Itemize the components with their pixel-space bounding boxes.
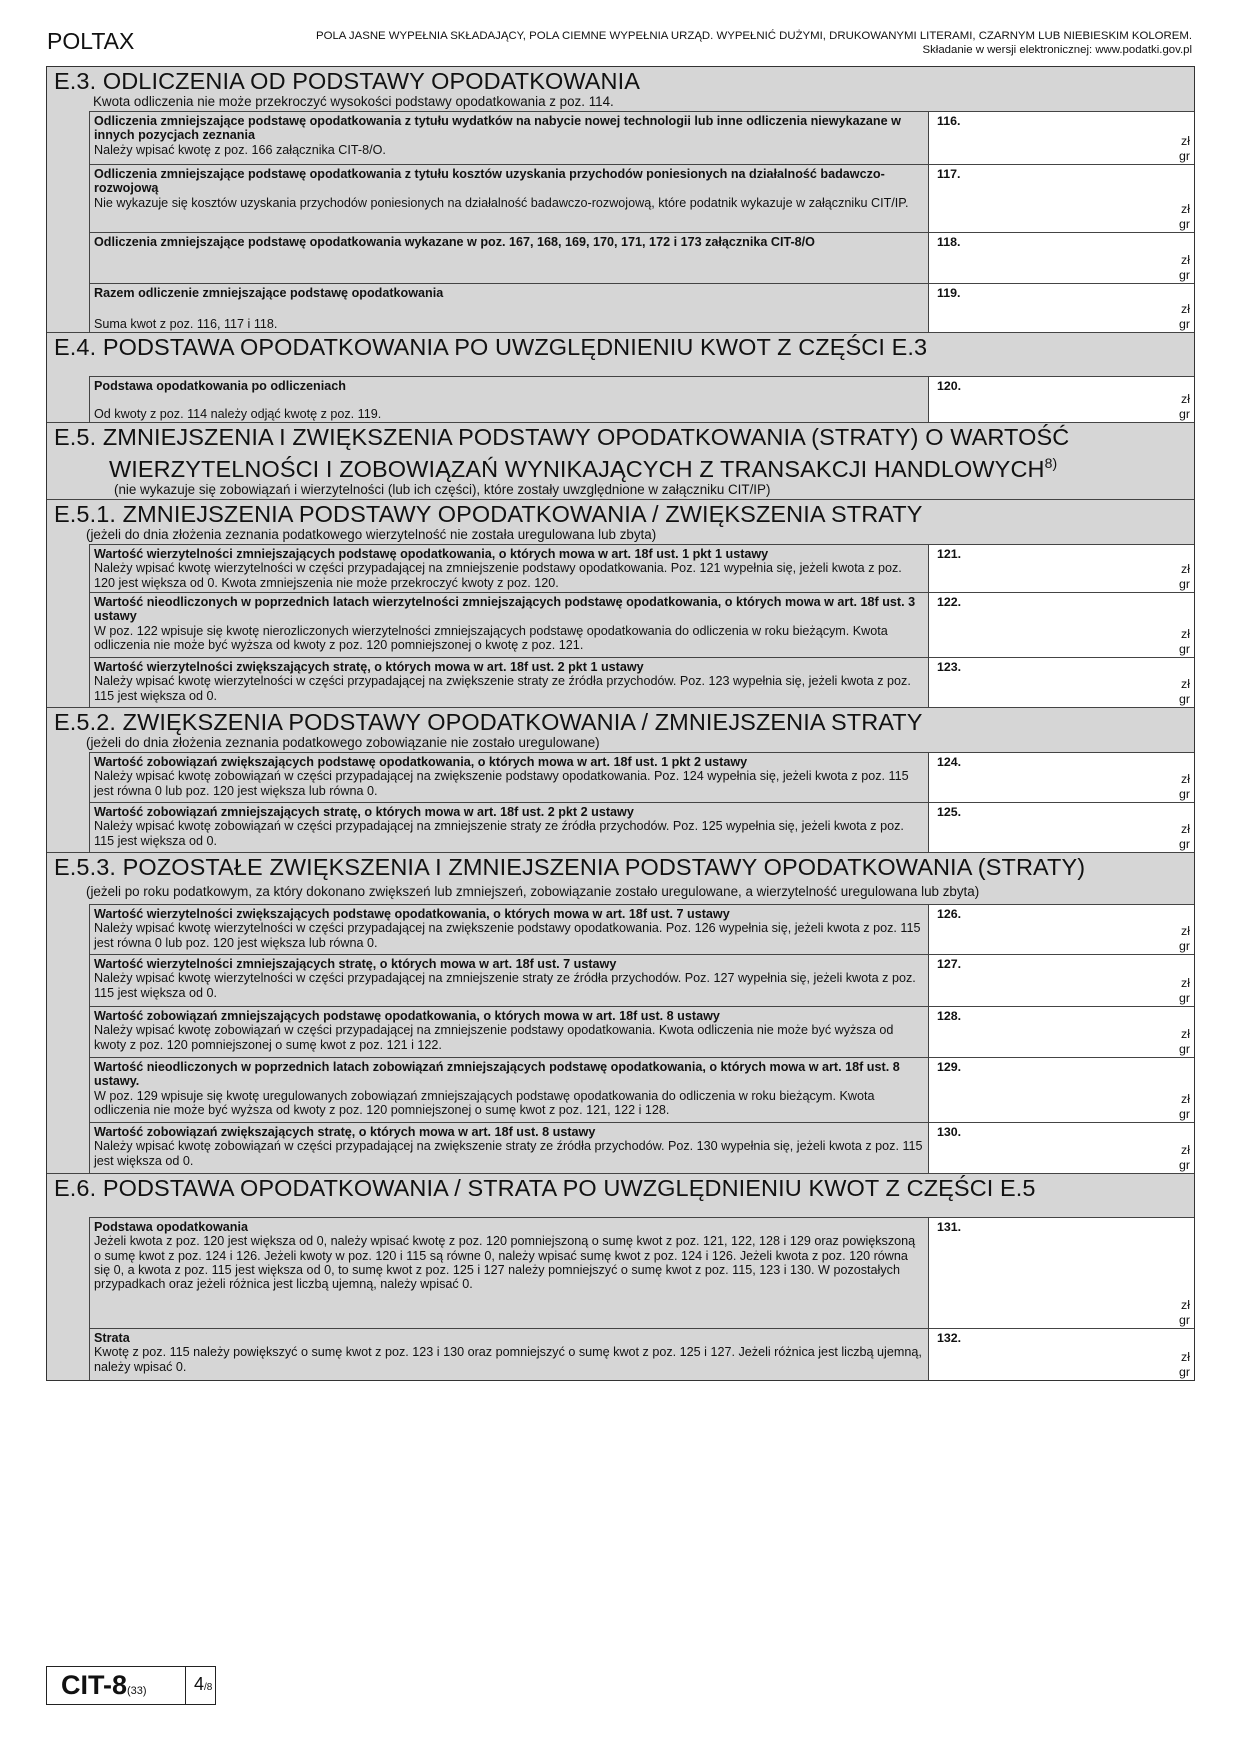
amount-field-117[interactable]: [928, 165, 1194, 232]
unit-zl: zł: [1181, 134, 1190, 148]
unit-gr: gr: [1178, 1106, 1190, 1121]
form-code-box: [46, 1666, 216, 1705]
field-title: Wartość nieodliczonych w poprzednich latach zobowiązań zmniejszających podstawę opodatkowania, o których mowa w art. 18f ust. 8 ustawy.: [94, 1059, 900, 1089]
page-number: [186, 1667, 215, 1704]
amount-field-118[interactable]: [928, 233, 1194, 283]
unit-gr: gr: [1178, 1312, 1190, 1327]
field-number: 116.: [937, 114, 961, 128]
unit-gr: gr: [1178, 938, 1190, 953]
unit-gr: gr: [1178, 786, 1190, 801]
unit-zl: zł: [1181, 561, 1190, 576]
field-title: Wartość zobowiązań zwiększających podstawę opodatkowania, o których mowa w art. 18f ust. 1 pkt 2 ustawy: [94, 754, 748, 769]
field-title: Wartość wierzytelności zmniejszających stratę, o których mowa w art. 18f ust. 7 ustawy: [94, 956, 617, 971]
unit-gr: gr: [1178, 691, 1190, 706]
section-title-line2: WIERZYTELNOŚCI I ZOBOWIĄZAŃ WYNIKAJĄCYCH Z TRANSAKCJI HANDLOWYCH: [109, 455, 1045, 482]
amount-field-130[interactable]: [928, 1123, 1194, 1173]
unit-label: [1179, 924, 1190, 954]
field-label: [89, 593, 928, 657]
brand: POLTAX: [47, 28, 135, 54]
field-label: [89, 753, 928, 802]
field-description: Należy wpisać kwotę zobowiązań w części przypadającej na zmniejszenie podstawy opodatkowania. Kwota odliczenia nie może być wyższa od kwoty z poz. 120 pomniejszonej o sumę kwot z poz. 121 i 122.: [94, 1023, 894, 1052]
unit-label: [1179, 302, 1190, 332]
field-number: 120.: [937, 379, 962, 393]
fill-instructions-line2: Składanie w wersji elektronicznej: www.podatki.gov.pl: [922, 44, 1192, 56]
unit-label: [1179, 1143, 1190, 1173]
unit-gr: gr: [1178, 268, 1190, 282]
field-title: Wartość wierzytelności zwiększających stratę, o których mowa w art. 18f ust. 2 pkt 1 ustawy: [94, 659, 644, 674]
section-title-line1: E.5. ZMNIEJSZENIA I ZWIĘKSZENIA PODSTAWY OPODATKOWANIA (STRATY) O WARTOŚĆ: [54, 424, 1070, 450]
section-e4-header: [47, 332, 1194, 376]
unit-zl: zł: [1181, 676, 1190, 691]
form-row-121: [89, 544, 1194, 592]
form-row-124: [89, 752, 1194, 802]
section-e6-header: [47, 1173, 1194, 1217]
unit-label: [1179, 677, 1190, 707]
section-e52-header: [47, 707, 1194, 752]
field-description: Należy wpisać kwotę wierzytelności w części przypadającej na zmniejszenie straty ze źródła przychodów. Poz. 127 wypełnia się, jeżeli kwota z poz. 115 jest większa od 0.: [94, 971, 916, 1000]
field-number: 129.: [937, 1059, 962, 1074]
section-subtitle: (jeżeli do dnia złożenia zeznania podatkowego zobowiązanie nie zostało uregulowane): [86, 734, 600, 750]
unit-zl: zł: [1181, 975, 1190, 990]
field-description: Należy wpisać kwotę z poz. 166 załącznika CIT-8/O.: [94, 142, 386, 157]
field-number: 119.: [937, 286, 961, 300]
form-row-116: [89, 111, 1194, 164]
section-title: E.5.2. ZWIĘKSZENIA PODSTAWY OPODATKOWANIA / ZMNIEJSZENIA STRATY: [54, 708, 923, 735]
field-label: [89, 233, 928, 283]
form-row-128: [89, 1006, 1194, 1057]
section-e3-header: [47, 67, 1194, 111]
field-label: [89, 905, 928, 954]
unit-label: [1179, 627, 1190, 657]
tax-form: [46, 66, 1195, 1381]
section-title: E.5.1. ZMNIEJSZENIA PODSTAWY OPODATKOWANIA / ZWIĘKSZENIA STRATY: [54, 500, 923, 527]
field-title: Podstawa opodatkowania po odliczeniach: [94, 379, 346, 393]
amount-field-128[interactable]: [928, 1007, 1194, 1057]
amount-field-116[interactable]: [928, 112, 1194, 164]
field-label: [89, 1123, 928, 1173]
amount-field-126[interactable]: [928, 905, 1194, 954]
section-e6-rows: [47, 1217, 1194, 1380]
section-e5-header: [47, 422, 1194, 499]
unit-gr: gr: [1178, 217, 1190, 231]
unit-label: [1179, 1350, 1190, 1380]
form-code-text: CIT-8: [61, 1670, 128, 1700]
field-title: Odliczenia zmniejszające podstawę opodatkowania z tytułu wydatków na nabycie nowej technologii lub inne odliczenia niewykazane w innych pozycjach zeznania: [94, 114, 901, 143]
unit-gr: gr: [1178, 576, 1190, 591]
unit-gr: gr: [1178, 149, 1190, 163]
unit-label: [1179, 392, 1190, 422]
section-e51-rows: [47, 544, 1194, 707]
section-e53-rows: [47, 904, 1194, 1173]
form-code: [47, 1667, 186, 1704]
unit-label: [1179, 772, 1190, 802]
field-number: 126.: [937, 906, 962, 921]
field-description: Należy wpisać kwotę zobowiązań w części przypadającej na zwiększenie straty ze źródła przychodów. Poz. 130 wypełnia się, jeżeli kwota z poz. 115 jest większa od 0.: [94, 1139, 923, 1168]
field-description: Należy wpisać kwotę wierzytelności w części przypadającej na zwiększenie straty ze źródła przychodów. Poz. 123 wypełnia się, jeżeli kwota z poz. 115 jest większa od 0.: [94, 674, 911, 703]
form-row-125: [89, 802, 1194, 852]
section-e53-header: [47, 852, 1194, 904]
field-description: Należy wpisać kwotę zobowiązań w części przypadającej na zmniejszenie straty ze źródła przychodów. Poz. 125 wypełnia się, jeżeli kwota z poz. 115 jest większa od 0.: [94, 819, 904, 848]
section-title: E.5.3. POZOSTAŁE ZWIĘKSZENIA I ZMNIEJSZENIA PODSTAWY OPODATKOWANIA (STRATY): [54, 853, 1086, 880]
section-e4-rows: [47, 376, 1194, 422]
field-label: [89, 1329, 928, 1380]
section-subtitle: Kwota odliczenia nie może przekroczyć wysokości podstawy opodatkowania z poz. 114.: [93, 94, 614, 109]
amount-field-132[interactable]: [928, 1329, 1194, 1380]
form-version: (33): [127, 1685, 147, 1697]
field-title: Podstawa opodatkowania: [94, 1219, 248, 1234]
fill-instructions: [316, 29, 1192, 57]
field-description: Jeżeli kwota z poz. 120 jest większa od 0, należy wpisać kwotę z poz. 120 pomniejszoną o sumę kwot z poz. 121, 122, 128 i 129 oraz powiększoną o sumę kwot z poz. 124 i 126. Jeżeli kwoty w poz. 120 i 115 są równe 0, należy wpisać sumę kwot z poz. 124 i 126. Jeżeli kwota z poz. 120 równa się 0, a kwota z poz. 115 jest większa od 0, to sumę kwot z poz. 125 i 127 należy pomniejszyć o sumę kwot z poz. 115, 123 i 130. W pozostałych przypadkach oraz jeżeli różnica jest liczbą ujemną, należy wpisać 0.: [94, 1234, 916, 1292]
unit-label: [1179, 562, 1190, 592]
unit-zl: zł: [1181, 1142, 1190, 1157]
amount-field-121[interactable]: [928, 545, 1194, 592]
form-row-132: [89, 1328, 1194, 1380]
form-row-127: [89, 954, 1194, 1006]
section-title: [54, 424, 1194, 482]
field-number: 123.: [937, 659, 962, 674]
form-row-120: [89, 376, 1194, 422]
field-label: [89, 803, 928, 852]
amount-field-127[interactable]: [928, 955, 1194, 1006]
section-title: E.4. PODSTAWA OPODATKOWANIA PO UWZGLĘDNIENIU KWOT Z CZĘŚCI E.3: [54, 334, 928, 360]
form-row-122: [89, 592, 1194, 657]
field-title: Odliczenia zmniejszające podstawę opodatkowania wykazane w poz. 167, 168, 169, 170, 171, 172 i 173 załącznika CIT-8/O: [94, 235, 815, 249]
page-total: /8: [204, 1682, 213, 1693]
unit-zl: zł: [1181, 626, 1190, 641]
unit-label: [1179, 1092, 1190, 1122]
unit-label: [1179, 202, 1190, 232]
field-number: 132.: [937, 1330, 962, 1345]
unit-gr: gr: [1178, 407, 1190, 421]
unit-zl: zł: [1181, 302, 1190, 316]
unit-label: [1179, 253, 1190, 283]
unit-gr: gr: [1178, 641, 1190, 656]
amount-field-123[interactable]: [928, 658, 1194, 707]
form-row-123: [89, 657, 1194, 707]
section-subtitle: (nie wykazuje się zobowiązań i wierzytelności (lub ich części), które zostały uwzględnione w załączniku CIT/IP): [114, 481, 771, 497]
field-label: [89, 658, 928, 707]
field-title: Wartość zobowiązań zwiększających stratę, o których mowa w art. 18f ust. 8 ustawy: [94, 1124, 596, 1139]
section-subtitle: (jeżeli do dnia złożenia zeznania podatkowego wierzytelność nie została uregulowana lub zbyta): [86, 526, 657, 542]
section-title: E.3. ODLICZENIA OD PODSTAWY OPODATKOWANIA: [54, 68, 641, 94]
unit-gr: gr: [1178, 1157, 1190, 1172]
field-description: Kwotę z poz. 115 należy powiększyć o sumę kwot z poz. 123 i 130 oraz pomniejszyć o sumę kwot z poz. 125 i 127. Jeżeli różnica jest liczbą ujemną, należy wpisać 0.: [94, 1345, 922, 1374]
field-title: Wartość zobowiązań zmniejszających podstawę opodatkowania, o których mowa w art. 18f ust. 8 ustawy: [94, 1008, 720, 1023]
unit-zl: zł: [1181, 392, 1190, 406]
field-label: [89, 377, 928, 422]
unit-zl: zł: [1181, 821, 1190, 836]
unit-zl: zł: [1181, 771, 1190, 786]
field-title: Wartość wierzytelności zmniejszających podstawę opodatkowania, o których mowa w art. 18f ust. 1 pkt 1 ustawy: [94, 546, 769, 561]
unit-gr: gr: [1178, 990, 1190, 1005]
section-title: E.6. PODSTAWA OPODATKOWANIA / STRATA PO UWZGLĘDNIENIU KWOT Z CZĘŚCI E.5: [54, 1174, 1036, 1201]
field-label: [89, 1058, 928, 1122]
field-description: Suma kwot z poz. 116, 117 i 118.: [94, 316, 278, 331]
section-e3-rows: [47, 111, 1194, 332]
field-number: 131.: [937, 1219, 962, 1234]
form-row-117: [89, 164, 1194, 232]
amount-field-119[interactable]: [928, 284, 1194, 332]
unit-zl: zł: [1181, 253, 1190, 267]
field-title: Strata: [94, 1330, 130, 1345]
form-row-119: [89, 283, 1194, 332]
field-number: 124.: [937, 754, 962, 769]
unit-label: [1179, 976, 1190, 1006]
section-e52-rows: [47, 752, 1194, 852]
footnote-marker: 8): [1044, 455, 1058, 471]
section-subtitle: (jeżeli po roku podatkowym, za który dokonano zwiększeń lub zmniejszeń, zobowiązanie zostało uregulowane, a wierzytelność uregulowana lub zbyta): [86, 883, 980, 899]
amount-field-120[interactable]: [928, 377, 1194, 422]
field-description: W poz. 129 wpisuje się kwotę uregulowanych zobowiązań zmniejszających podstawę opodatkowania do odliczenia w roku bieżącym. Kwota odliczenia nie może być wyższa od kwoty z poz. 120 pomniejszonej o sumę kwot z poz. 121, 122 i 128.: [94, 1088, 875, 1118]
page-current: 4: [194, 1674, 205, 1694]
field-number: 128.: [937, 1008, 962, 1023]
unit-label: [1179, 1298, 1190, 1328]
unit-label: [1179, 1027, 1190, 1057]
field-description: Należy wpisać kwotę wierzytelności w części przypadającej na zmniejszenie podstawy opodatkowania. Poz. 121 wypełnia się, jeżeli kwota z poz. 120 jest większa od 0. Kwota zmniejszenia nie może przekroczyć kwoty z poz. 120.: [94, 561, 902, 590]
unit-gr: gr: [1178, 1041, 1190, 1056]
field-description: Od kwoty z poz. 114 należy odjąć kwotę z poz. 119.: [94, 406, 382, 421]
form-row-130: [89, 1122, 1194, 1173]
field-title: Wartość zobowiązań zmniejszających stratę, o których mowa w art. 18f ust. 2 pkt 2 ustawy: [94, 804, 634, 819]
unit-gr: gr: [1178, 317, 1190, 331]
form-row-129: [89, 1057, 1194, 1122]
form-row-131: [89, 1217, 1194, 1328]
unit-label: [1179, 822, 1190, 852]
amount-field-129[interactable]: [928, 1058, 1194, 1122]
amount-field-131[interactable]: [928, 1218, 1194, 1328]
unit-zl: zł: [1181, 1349, 1190, 1364]
section-e51-header: [47, 499, 1194, 544]
field-number: 118.: [937, 235, 961, 249]
field-title: Odliczenia zmniejszające podstawę opodatkowania z tytułu kosztów uzyskania przychodów poniesionych na działalność badawczo-rozwojową: [94, 167, 885, 196]
field-label: [89, 165, 928, 232]
unit-zl: zł: [1181, 1091, 1190, 1106]
field-description: Należy wpisać kwotę wierzytelności w części przypadającej na zwiększenie podstawy opodatkowania. Poz. 126 wypełnia się, jeżeli kwota z poz. 115 jest równa 0 lub poz. 120 jest większa lub równa 0.: [94, 921, 921, 950]
form-row-118: [89, 232, 1194, 283]
field-description: W poz. 122 wpisuje się kwotę nierozliczonych wierzytelności zmniejszających podstawę opodatkowania do odliczenia w roku bieżącym. Kwota odliczenia nie może być wyższa od kwoty z poz. 120 pomniejszonej o kwotę z poz. 121.: [94, 623, 888, 653]
unit-zl: zł: [1181, 202, 1190, 216]
field-label: [89, 1218, 928, 1328]
field-description: Nie wykazuje się kosztów uzyskania przychodów poniesionych na działalność badawczo-rozwojową, które podatnik wykazuje w załączniku CIT/IP.: [94, 195, 909, 210]
field-label: [89, 284, 928, 332]
field-title: Razem odliczenie zmniejszające podstawę opodatkowania: [94, 286, 444, 300]
field-number: 121.: [937, 546, 962, 561]
field-number: 127.: [937, 956, 962, 971]
field-number: 122.: [937, 594, 962, 609]
unit-zl: zł: [1181, 923, 1190, 938]
field-number: 125.: [937, 804, 962, 819]
unit-label: [1179, 134, 1190, 164]
field-description: Należy wpisać kwotę zobowiązań w części przypadającej na zwiększenie podstawy opodatkowania. Poz. 124 wypełnia się, jeżeli kwota z poz. 115 jest równa 0 lub poz. 120 jest większa lub równa 0.: [94, 769, 909, 798]
field-title: Wartość nieodliczonych w poprzednich latach wierzytelności zmniejszających podstawę opodatkowania, o których mowa w art. 18f ust. 3 ustawy: [94, 594, 916, 624]
unit-zl: zł: [1181, 1297, 1190, 1312]
field-label: [89, 1007, 928, 1057]
amount-field-122[interactable]: [928, 593, 1194, 657]
form-row-126: [89, 904, 1194, 954]
amount-field-124[interactable]: [928, 753, 1194, 802]
field-number: 117.: [937, 167, 961, 181]
amount-field-125[interactable]: [928, 803, 1194, 852]
field-label: [89, 955, 928, 1006]
fill-instructions-line1: POLA JASNE WYPEŁNIA SKŁADAJĄCY, POLA CIEMNE WYPEŁNIA URZĄD. WYPEŁNIĆ DUŻYMI, DRUKOWANYMI LITERAMI, CZARNYM LUB NIEBIESKIM KOLOREM.: [316, 30, 1192, 42]
unit-gr: gr: [1178, 1364, 1190, 1379]
field-label: [89, 545, 928, 592]
field-number: 130.: [937, 1124, 962, 1139]
field-label: [89, 112, 928, 164]
field-title: Wartość wierzytelności zwiększających podstawę opodatkowania, o których mowa w art. 18f ust. 7 ustawy: [94, 906, 730, 921]
unit-gr: gr: [1178, 836, 1190, 851]
unit-zl: zł: [1181, 1026, 1190, 1041]
